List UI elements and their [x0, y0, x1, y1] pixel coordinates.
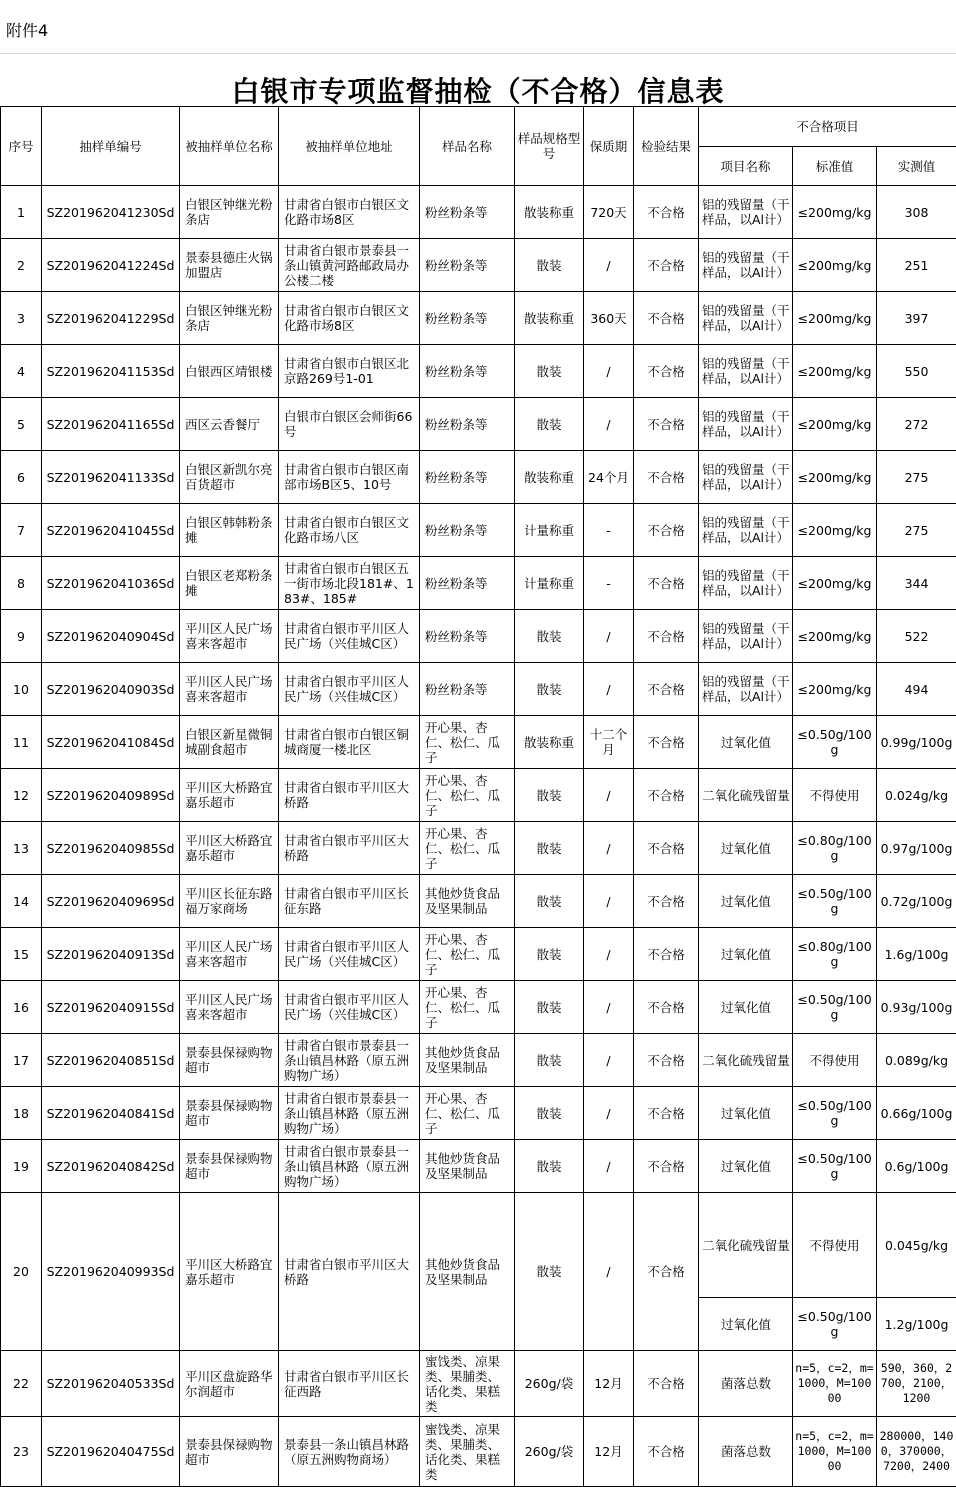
cell-result: 不合格 [634, 822, 699, 875]
cell-seq: 20 [1, 1193, 42, 1351]
cell-sample-no: SZ201962041133Sd [42, 451, 180, 504]
cell-result: 不合格 [634, 504, 699, 557]
cell-standard: ≤0.50g/100g [793, 1140, 877, 1193]
cell-item-name: 铝的残留量（干样品，以Al计） [699, 451, 793, 504]
cell-item-name: 过氧化值 [699, 875, 793, 928]
cell-sample-no: SZ201962041045Sd [42, 504, 180, 557]
cell-shelf-life: / [584, 928, 634, 981]
cell-result: 不合格 [634, 716, 699, 769]
cell-sample-name: 其他炒货食品及坚果制品 [420, 1193, 515, 1351]
cell-measured: 0.97g/100g [877, 822, 956, 875]
cell-measured: 0.045g/kg [877, 1193, 956, 1298]
cell-result: 不合格 [634, 1087, 699, 1140]
cell-shelf-life: 24个月 [584, 451, 634, 504]
cell-result: 不合格 [634, 928, 699, 981]
header-unit-address: 被抽样单位地址 [279, 107, 420, 186]
cell-sample-no: SZ201962041036Sd [42, 557, 180, 610]
header-sample-no: 抽样单编号 [42, 107, 180, 186]
header-sample-name: 样品名称 [420, 107, 515, 186]
cell-standard: 不得使用 [793, 1193, 877, 1298]
cell-item-name: 过氧化值 [699, 981, 793, 1034]
cell-item-name: 菌落总数 [699, 1417, 793, 1487]
cell-sample-name: 粉丝粉条等 [420, 292, 515, 345]
table-row [1, 504, 956, 557]
cell-spec: 计量称重 [515, 557, 584, 610]
cell-unit-name: 白银区新星微铜城副食超市 [180, 716, 279, 769]
cell-unit-name: 平川区大桥路宜嘉乐超市 [180, 1193, 279, 1351]
cell-item-name: 二氧化硫残留量 [699, 1193, 793, 1298]
cell-shelf-life: / [584, 1087, 634, 1140]
cell-item-name: 过氧化值 [699, 1087, 793, 1140]
cell-result: 不合格 [634, 451, 699, 504]
cell-seq: 6 [1, 451, 42, 504]
cell-sample-no: SZ201962040915Sd [42, 981, 180, 1034]
cell-standard: ≤200mg/kg [793, 451, 877, 504]
cell-result: 不合格 [634, 292, 699, 345]
cell-sample-no: SZ201962041084Sd [42, 716, 180, 769]
cell-measured: 0.024g/kg [877, 769, 956, 822]
cell-measured: 0.93g/100g [877, 981, 956, 1034]
table-row [1, 928, 956, 981]
cell-sample-name: 其他炒货食品及坚果制品 [420, 875, 515, 928]
cell-spec: 260g/袋 [515, 1351, 584, 1417]
header-spec: 样品规格型号 [515, 107, 584, 186]
cell-unit-name: 景泰县保禄购物超市 [180, 1140, 279, 1193]
cell-result: 不合格 [634, 610, 699, 663]
cell-item-name: 过氧化值 [699, 822, 793, 875]
header-measured: 实测值 [877, 147, 956, 186]
cell-unit-name: 平川区人民广场喜来客超市 [180, 928, 279, 981]
cell-sample-no: SZ201962040969Sd [42, 875, 180, 928]
cell-spec: 散装 [515, 875, 584, 928]
cell-sample-no: SZ201962040533Sd [42, 1351, 180, 1417]
cell-sample-name: 粉丝粉条等 [420, 504, 515, 557]
cell-shelf-life: 12月 [584, 1351, 634, 1417]
table-row [1, 345, 956, 398]
cell-shelf-life: / [584, 769, 634, 822]
cell-sample-name: 粉丝粉条等 [420, 663, 515, 716]
cell-seq: 16 [1, 981, 42, 1034]
cell-spec: 散装 [515, 1193, 584, 1351]
header-standard: 标准值 [793, 147, 877, 186]
cell-sample-name: 开心果、杏仁、松仁、瓜子 [420, 928, 515, 981]
cell-unit-address: 甘肃省白银市白银区南部市场B区5、10号 [279, 451, 420, 504]
cell-standard: ≤0.50g/100g [793, 1087, 877, 1140]
table-row [1, 398, 956, 451]
cell-seq: 22 [1, 1351, 42, 1417]
cell-sample-no: SZ201962041224Sd [42, 239, 180, 292]
cell-sample-no: SZ201962040989Sd [42, 769, 180, 822]
table-row [1, 610, 956, 663]
cell-measured: 397 [877, 292, 956, 345]
cell-sample-no: SZ201962040985Sd [42, 822, 180, 875]
cell-sample-no: SZ201962041230Sd [42, 186, 180, 239]
cell-standard: ≤200mg/kg [793, 345, 877, 398]
cell-item-name: 二氧化硫残留量 [699, 769, 793, 822]
cell-sample-no: SZ201962041153Sd [42, 345, 180, 398]
cell-spec: 散装称重 [515, 292, 584, 345]
cell-unit-address: 甘肃省白银市景泰县一条山镇昌林路（原五洲购物广场） [279, 1140, 420, 1193]
table-row [1, 186, 956, 239]
table-row [1, 1193, 956, 1298]
cell-sample-name: 粉丝粉条等 [420, 239, 515, 292]
cell-sample-name: 开心果、杏仁、松仁、瓜子 [420, 981, 515, 1034]
cell-measured: 0.089g/kg [877, 1034, 956, 1087]
cell-sample-no: SZ201962040904Sd [42, 610, 180, 663]
cell-unit-name: 白银西区靖银楼 [180, 345, 279, 398]
cell-spec: 散装 [515, 1140, 584, 1193]
cell-sample-name: 开心果、杏仁、松仁、瓜子 [420, 769, 515, 822]
cell-spec: 散装 [515, 239, 584, 292]
cell-unit-name: 景泰县保禄购物超市 [180, 1417, 279, 1487]
cell-item-name: 过氧化值 [699, 928, 793, 981]
cell-unit-name: 平川区大桥路宜嘉乐超市 [180, 769, 279, 822]
cell-seq: 10 [1, 663, 42, 716]
cell-sample-name: 粉丝粉条等 [420, 345, 515, 398]
cell-sample-name: 蜜饯类、凉果类、果脯类、话化类、果糕类 [420, 1417, 515, 1487]
table-row [1, 1351, 956, 1417]
cell-standard: ≤0.80g/100g [793, 928, 877, 981]
cell-standard: ≤200mg/kg [793, 398, 877, 451]
cell-unit-address: 甘肃省白银市景泰县一条山镇昌林路（原五洲购物广场） [279, 1087, 420, 1140]
cell-item-name: 菌落总数 [699, 1351, 793, 1417]
cell-result: 不合格 [634, 1140, 699, 1193]
cell-measured: 550 [877, 345, 956, 398]
cell-unit-name: 白银区钟继光粉条店 [180, 186, 279, 239]
cell-standard: ≤0.50g/100g [793, 981, 877, 1034]
cell-seq: 13 [1, 822, 42, 875]
cell-unit-address: 甘肃省白银市平川区人民广场（兴佳城C区） [279, 981, 420, 1034]
header-seq: 序号 [1, 107, 42, 186]
cell-unit-name: 平川区大桥路宜嘉乐超市 [180, 822, 279, 875]
cell-sample-name: 粉丝粉条等 [420, 610, 515, 663]
cell-seq: 23 [1, 1417, 42, 1487]
cell-spec: 散装 [515, 345, 584, 398]
cell-standard: 不得使用 [793, 769, 877, 822]
cell-seq: 11 [1, 716, 42, 769]
cell-sample-name: 开心果、杏仁、松仁、瓜子 [420, 1087, 515, 1140]
table-row [1, 875, 956, 928]
cell-standard: ≤200mg/kg [793, 610, 877, 663]
cell-result: 不合格 [634, 345, 699, 398]
cell-item-name: 铝的残留量（干样品，以Al计） [699, 398, 793, 451]
cell-result: 不合格 [634, 1193, 699, 1351]
cell-sample-name: 粉丝粉条等 [420, 186, 515, 239]
cell-item-name: 铝的残留量（干样品，以Al计） [699, 345, 793, 398]
cell-measured: 272 [877, 398, 956, 451]
cell-sample-no: SZ201962040913Sd [42, 928, 180, 981]
cell-seq: 15 [1, 928, 42, 981]
cell-result: 不合格 [634, 557, 699, 610]
cell-unit-address: 甘肃省白银市平川区人民广场（兴佳城C区） [279, 928, 420, 981]
cell-unit-name: 平川区人民广场喜来客超市 [180, 610, 279, 663]
cell-sample-name: 其他炒货食品及坚果制品 [420, 1140, 515, 1193]
cell-shelf-life: - [584, 504, 634, 557]
cell-seq: 12 [1, 769, 42, 822]
cell-spec: 散装 [515, 769, 584, 822]
cell-seq: 4 [1, 345, 42, 398]
cell-shelf-life: / [584, 981, 634, 1034]
table-row [1, 451, 956, 504]
cell-unit-name: 景泰县保禄购物超市 [180, 1034, 279, 1087]
cell-item-name: 铝的残留量（干样品，以Al计） [699, 610, 793, 663]
cell-shelf-life: / [584, 239, 634, 292]
table-row [1, 1087, 956, 1140]
cell-unit-address: 甘肃省白银市平川区大桥路 [279, 822, 420, 875]
cell-result: 不合格 [634, 1034, 699, 1087]
cell-unit-address: 甘肃省白银市白银区五一街市场北段181#、183#、185# [279, 557, 420, 610]
cell-shelf-life: 十二个月 [584, 716, 634, 769]
cell-item-name: 铝的残留量（干样品，以Al计） [699, 292, 793, 345]
cell-unit-name: 西区云香餐厅 [180, 398, 279, 451]
table-row [1, 557, 956, 610]
table-body [1, 186, 956, 1487]
table-row [1, 1140, 956, 1193]
cell-measured: 275 [877, 504, 956, 557]
cell-standard: ≤200mg/kg [793, 292, 877, 345]
cell-unit-name: 白银区新凯尔亮百货超市 [180, 451, 279, 504]
attachment-header [0, 0, 956, 54]
cell-standard: ≤0.50g/100g [793, 1298, 877, 1351]
table-row [1, 822, 956, 875]
cell-seq: 18 [1, 1087, 42, 1140]
cell-sample-no: SZ201962040842Sd [42, 1140, 180, 1193]
cell-seq: 17 [1, 1034, 42, 1087]
cell-unit-name: 平川区人民广场喜来客超市 [180, 663, 279, 716]
cell-unit-address: 甘肃省白银市平川区长征西路 [279, 1351, 420, 1417]
cell-unit-address: 甘肃省白银市平川区人民广场（兴佳城C区） [279, 663, 420, 716]
table-row [1, 663, 956, 716]
cell-seq: 14 [1, 875, 42, 928]
table-row [1, 292, 956, 345]
cell-spec: 散装 [515, 610, 584, 663]
cell-standard: ≤200mg/kg [793, 239, 877, 292]
cell-sample-name: 粉丝粉条等 [420, 398, 515, 451]
cell-seq: 5 [1, 398, 42, 451]
cell-sample-name: 其他炒货食品及坚果制品 [420, 1034, 515, 1087]
cell-unit-address: 白银市白银区会师街66号 [279, 398, 420, 451]
cell-measured: 1.6g/100g [877, 928, 956, 981]
cell-sample-no: SZ201962040475Sd [42, 1417, 180, 1487]
cell-item-name: 过氧化值 [699, 716, 793, 769]
cell-measured: 344 [877, 557, 956, 610]
cell-unit-name: 景泰县德庄火锅加盟店 [180, 239, 279, 292]
cell-standard: ≤200mg/kg [793, 186, 877, 239]
cell-seq: 7 [1, 504, 42, 557]
cell-shelf-life: 12月 [584, 1417, 634, 1487]
cell-spec: 散装称重 [515, 716, 584, 769]
cell-standard: ≤200mg/kg [793, 557, 877, 610]
cell-result: 不合格 [634, 663, 699, 716]
cell-unit-address: 甘肃省白银市白银区文化路市场8区 [279, 186, 420, 239]
cell-item-name: 过氧化值 [699, 1298, 793, 1351]
cell-seq: 2 [1, 239, 42, 292]
cell-spec: 散装 [515, 1034, 584, 1087]
cell-shelf-life: / [584, 345, 634, 398]
cell-standard: n=5，c=2，m=1000，M=10000 [793, 1351, 877, 1417]
header-shelf-life: 保质期 [584, 107, 634, 186]
cell-result: 不合格 [634, 875, 699, 928]
header-item-name: 项目名称 [699, 147, 793, 186]
cell-shelf-life: / [584, 610, 634, 663]
cell-unit-address: 甘肃省白银市白银区文化路市场八区 [279, 504, 420, 557]
cell-spec: 散装 [515, 928, 584, 981]
cell-unit-address: 甘肃省白银市平川区大桥路 [279, 769, 420, 822]
cell-spec: 散装 [515, 398, 584, 451]
cell-unit-name: 平川区长征东路福万家商场 [180, 875, 279, 928]
cell-unit-address: 甘肃省白银市景泰县一条山镇昌林路（原五洲购物广场） [279, 1034, 420, 1087]
cell-result: 不合格 [634, 398, 699, 451]
cell-item-name: 铝的残留量（干样品，以Al计） [699, 557, 793, 610]
cell-measured: 0.66g/100g [877, 1087, 956, 1140]
cell-measured: 275 [877, 451, 956, 504]
cell-sample-no: SZ201962040903Sd [42, 663, 180, 716]
cell-measured: 494 [877, 663, 956, 716]
cell-shelf-life: / [584, 1193, 634, 1351]
cell-spec: 散装 [515, 822, 584, 875]
cell-sample-no: SZ201962040841Sd [42, 1087, 180, 1140]
cell-measured: 251 [877, 239, 956, 292]
cell-unit-name: 白银区韩韩粉条摊 [180, 504, 279, 557]
cell-seq: 9 [1, 610, 42, 663]
cell-standard: n=5，c=2，m=1000，M=10000 [793, 1417, 877, 1487]
cell-seq: 19 [1, 1140, 42, 1193]
cell-sample-name: 开心果、杏仁、松仁、瓜子 [420, 822, 515, 875]
cell-standard: ≤200mg/kg [793, 504, 877, 557]
cell-shelf-life: / [584, 822, 634, 875]
cell-unit-address: 甘肃省白银市平川区大桥路 [279, 1193, 420, 1351]
cell-measured: 308 [877, 186, 956, 239]
header-unit-name: 被抽样单位名称 [180, 107, 279, 186]
cell-measured: 1.2g/100g [877, 1298, 956, 1351]
cell-result: 不合格 [634, 981, 699, 1034]
table-row [1, 716, 956, 769]
cell-standard: ≤200mg/kg [793, 663, 877, 716]
cell-result: 不合格 [634, 769, 699, 822]
cell-shelf-life: / [584, 1140, 634, 1193]
cell-shelf-life: / [584, 398, 634, 451]
page-title: 白银市专项监督抽检（不合格）信息表 [0, 70, 956, 110]
cell-spec: 散装 [515, 663, 584, 716]
cell-result: 不合格 [634, 1351, 699, 1417]
cell-shelf-life: 720天 [584, 186, 634, 239]
cell-sample-name: 粉丝粉条等 [420, 557, 515, 610]
cell-sample-name: 开心果、杏仁、松仁、瓜子 [420, 716, 515, 769]
cell-spec: 散装 [515, 981, 584, 1034]
inspection-table [0, 106, 956, 1487]
cell-unit-address: 甘肃省白银市平川区长征东路 [279, 875, 420, 928]
cell-sample-no: SZ201962040993Sd [42, 1193, 180, 1351]
table-row [1, 769, 956, 822]
cell-unit-name: 景泰县保禄购物超市 [180, 1087, 279, 1140]
cell-sample-no: SZ201962041165Sd [42, 398, 180, 451]
cell-measured: 0.99g/100g [877, 716, 956, 769]
cell-spec: 计量称重 [515, 504, 584, 557]
cell-unit-name: 白银区钟继光粉条店 [180, 292, 279, 345]
cell-item-name: 铝的残留量（干样品，以Al计） [699, 663, 793, 716]
cell-measured: 280000，1400，370000，7200，2400 [877, 1417, 956, 1487]
cell-item-name: 铝的残留量（干样品，以Al计） [699, 186, 793, 239]
cell-shelf-life: / [584, 875, 634, 928]
cell-unit-address: 景泰县一条山镇昌林路（原五洲购物商场） [279, 1417, 420, 1487]
cell-shelf-life: - [584, 557, 634, 610]
cell-item-name: 铝的残留量（干样品，以Al计） [699, 239, 793, 292]
cell-sample-name: 粉丝粉条等 [420, 451, 515, 504]
cell-unit-address: 甘肃省白银市白银区北京路269号1-01 [279, 345, 420, 398]
cell-standard: ≤0.50g/100g [793, 875, 877, 928]
cell-spec: 散装称重 [515, 186, 584, 239]
table-row [1, 239, 956, 292]
cell-unit-name: 平川区人民广场喜来客超市 [180, 981, 279, 1034]
cell-shelf-life: / [584, 663, 634, 716]
cell-measured: 590，360，2700，2100，1200 [877, 1351, 956, 1417]
cell-result: 不合格 [634, 1417, 699, 1487]
cell-sample-name: 蜜饯类、凉果类、果脯类、话化类、果糕类 [420, 1351, 515, 1417]
header-fail-items: 不合格项目 [699, 107, 956, 147]
cell-sample-no: SZ201962041229Sd [42, 292, 180, 345]
header-result: 检验结果 [634, 107, 699, 186]
table-row [1, 1034, 956, 1087]
cell-shelf-life: 360天 [584, 292, 634, 345]
cell-seq: 8 [1, 557, 42, 610]
cell-sample-no: SZ201962040851Sd [42, 1034, 180, 1087]
cell-measured: 0.6g/100g [877, 1140, 956, 1193]
cell-result: 不合格 [634, 239, 699, 292]
cell-seq: 3 [1, 292, 42, 345]
cell-item-name: 过氧化值 [699, 1140, 793, 1193]
cell-shelf-life: / [584, 1034, 634, 1087]
cell-spec: 260g/袋 [515, 1417, 584, 1487]
cell-spec: 散装 [515, 1087, 584, 1140]
cell-result: 不合格 [634, 186, 699, 239]
cell-standard: 不得使用 [793, 1034, 877, 1087]
cell-seq: 1 [1, 186, 42, 239]
cell-standard: ≤0.50g/100g [793, 716, 877, 769]
cell-unit-name: 白银区老郑粉条摊 [180, 557, 279, 610]
cell-item-name: 铝的残留量（干样品，以Al计） [699, 504, 793, 557]
cell-unit-address: 甘肃省白银市白银区文化路市场8区 [279, 292, 420, 345]
table-row [1, 1417, 956, 1487]
cell-unit-address: 甘肃省白银市景泰县一条山镇黄河路邮政局办公楼二楼 [279, 239, 420, 292]
cell-unit-address: 甘肃省白银市平川区人民广场（兴佳城C区） [279, 610, 420, 663]
cell-unit-name: 平川区盘旋路华尔润超市 [180, 1351, 279, 1417]
cell-measured: 522 [877, 610, 956, 663]
cell-item-name: 二氧化硫残留量 [699, 1034, 793, 1087]
cell-unit-address: 甘肃省白银市白银区铜城商厦一楼北区 [279, 716, 420, 769]
cell-standard: ≤0.80g/100g [793, 822, 877, 875]
cell-measured: 0.72g/100g [877, 875, 956, 928]
table-row [1, 981, 956, 1034]
attachment-label: 附件4 [6, 18, 48, 41]
cell-spec: 散装称重 [515, 451, 584, 504]
